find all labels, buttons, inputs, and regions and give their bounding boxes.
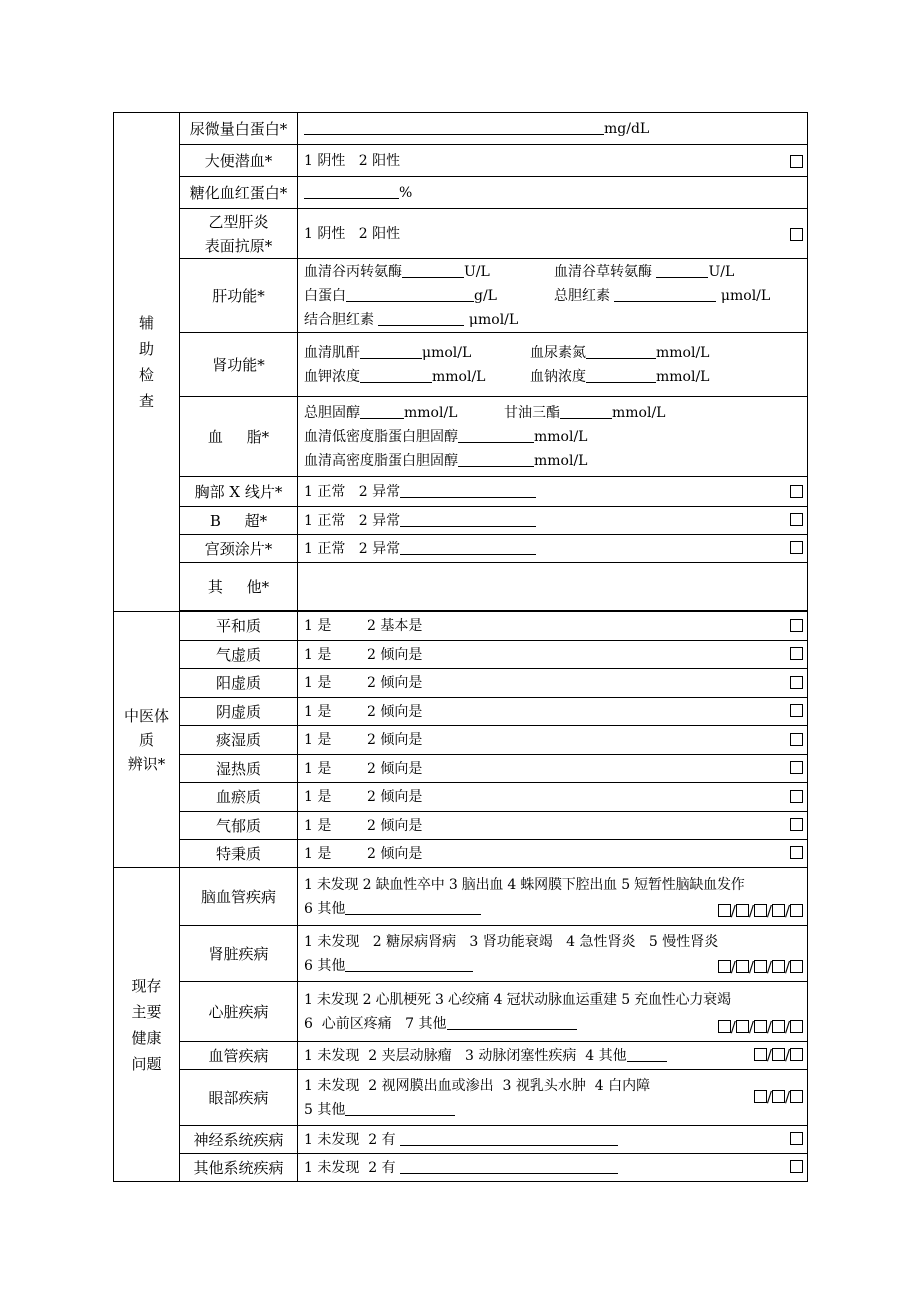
tc-unit: mmol/L: [404, 404, 458, 421]
bun-input[interactable]: [586, 343, 656, 359]
ast-label: 血清谷草转氨酶: [554, 263, 652, 280]
vessel-disease-label: 血管疾病: [180, 1042, 298, 1070]
tcm-options: 1 是 2 倾向是: [304, 675, 423, 691]
section-aux-char: 检: [138, 366, 154, 384]
eye-disease-label: 眼部疾病: [180, 1070, 298, 1126]
eye-disease-options: 1 未发现 2 视网膜出血或渗出 3 视乳头水肿 4 白内障: [304, 1077, 651, 1094]
tcm-row: [298, 840, 808, 868]
lipid-label: [180, 397, 298, 477]
pap-options: 1 正常 2 异常: [304, 540, 401, 557]
alt-label: 血清谷丙转氨酶: [304, 263, 402, 280]
tcm-options: 1 是 2 倾向是: [304, 789, 423, 805]
xray-label: [180, 477, 298, 507]
section-aux-label: [114, 113, 180, 612]
hbsag-label: [180, 209, 298, 259]
section-aux-char: 辅: [138, 314, 154, 332]
section-aux-char: 查: [138, 392, 154, 410]
hbsag-label-line1: 乙型肝炎: [208, 212, 269, 231]
cerebro-other-input[interactable]: [345, 899, 481, 915]
xray-options: 1 正常 2 异常: [304, 483, 401, 500]
vessel-disease-checkboxes[interactable]: / /: [754, 1043, 803, 1067]
tcm-options: 1 是 2 倾向是: [304, 760, 423, 777]
heart-disease-checkboxes[interactable]: / / / /: [718, 1015, 803, 1039]
xray-label-text: 胸部 X 线片*: [194, 482, 283, 501]
neuro-disease-row: [298, 1126, 808, 1154]
bus-label-text: B 超*: [209, 511, 268, 530]
tcm-checkbox[interactable]: [790, 846, 803, 859]
alt-unit: U/L: [464, 263, 490, 280]
urine-albumin-unit: mg/dL: [604, 120, 650, 137]
tcm-checkbox[interactable]: [790, 619, 803, 632]
tcm-label: 气虚质: [180, 641, 298, 669]
section-tcm-line1: 中医体质: [123, 706, 169, 749]
alt-input[interactable]: [402, 262, 464, 278]
tcm-label: 特秉质: [180, 840, 298, 868]
section-health-label: [114, 868, 180, 1182]
tbil-input[interactable]: [614, 286, 716, 302]
ldl-input[interactable]: [458, 427, 534, 443]
cerebro-label: 脑血管疾病: [180, 868, 298, 926]
scr-label: 血清肌酐: [304, 344, 360, 361]
dbil-input[interactable]: [378, 310, 464, 326]
other-exam-label-text: 其 他*: [207, 577, 270, 596]
liver-function-label: 肝功能*: [180, 259, 298, 333]
section-health-line: 问题: [131, 1054, 162, 1073]
liver-function-row: [298, 259, 808, 333]
stool-blood-label: 大便潜血*: [180, 145, 298, 177]
cerebro-row: [298, 868, 808, 926]
pap-abnormal-input[interactable]: [400, 539, 536, 555]
bus-options: 1 正常 2 异常: [304, 512, 401, 529]
tcm-checkbox[interactable]: [790, 733, 803, 746]
hdl-label: 血清高密度脂蛋白胆固醇: [304, 452, 458, 469]
potassium-input[interactable]: [360, 367, 432, 383]
tcm-row: [298, 812, 808, 840]
tcm-label: 阳虚质: [180, 669, 298, 698]
kidney-disease-row: [298, 926, 808, 982]
tcm-options: 1 是 2 倾向是: [304, 646, 423, 663]
tg-input[interactable]: [560, 403, 612, 419]
tcm-row: [298, 612, 808, 641]
sodium-input[interactable]: [586, 367, 656, 383]
heart-other-input[interactable]: [447, 1014, 577, 1030]
bus-row: [298, 507, 808, 535]
eye-disease-row: [298, 1070, 808, 1126]
kidney-other-input[interactable]: [345, 956, 473, 972]
scr-unit: μmol/L: [422, 344, 472, 361]
hbsag-row: [298, 209, 808, 259]
tc-label: 总胆固醇: [304, 404, 360, 421]
hdl-input[interactable]: [458, 451, 534, 467]
heart-disease-options: 1 未发现 2 心肌梗死 3 心绞痛 4 冠状动脉血运重建 5 充血性心力衰竭: [304, 991, 731, 1008]
tcm-row: [298, 669, 808, 698]
tcm-label: 血瘀质: [180, 783, 298, 812]
potassium-label: 血钾浓度: [304, 368, 360, 385]
bun-unit: mmol/L: [656, 344, 710, 361]
xray-abnormal-input[interactable]: [400, 482, 536, 498]
health-exam-form: [113, 112, 808, 1182]
cerebro-checkboxes[interactable]: / / / /: [718, 899, 803, 923]
vessel-disease-row: [298, 1042, 808, 1070]
pap-label: 宫颈涂片*: [180, 535, 298, 563]
neuro-disease-options: 1 未发现 2 有: [304, 1131, 396, 1148]
heart-disease-row: [298, 982, 808, 1042]
tcm-options: 1 是 2 倾向是: [304, 817, 423, 834]
tbil-label: 总胆红素: [554, 287, 610, 304]
urine-albumin-row: [298, 113, 808, 145]
urine-albumin-label: 尿微量白蛋白*: [180, 113, 298, 145]
sodium-unit: mmol/L: [656, 368, 710, 385]
kidney-disease-label: 肾脏疾病: [180, 926, 298, 982]
cerebro-other-label: 6 其他: [304, 900, 346, 917]
tcm-checkbox[interactable]: [790, 704, 803, 717]
heart-other-label: 6 心前区疼痛 7 其他: [304, 1015, 447, 1032]
other-system-disease-checkbox[interactable]: [790, 1160, 803, 1173]
potassium-unit: mmol/L: [432, 368, 486, 385]
stool-blood-options: 1 阴性 2 阳性: [304, 152, 401, 169]
ldl-label: 血清低密度脂蛋白胆固醇: [304, 428, 458, 445]
tcm-row: [298, 641, 808, 669]
kidney-other-label: 6 其他: [304, 957, 346, 974]
hbsag-checkbox[interactable]: [790, 228, 803, 241]
neuro-disease-input[interactable]: [400, 1130, 618, 1146]
pap-checkbox[interactable]: [790, 541, 803, 554]
section-health-line: 现存: [131, 976, 162, 995]
tcm-checkbox[interactable]: [790, 647, 803, 660]
tg-label: 甘油三酯: [504, 404, 560, 421]
eye-disease-checkboxes[interactable]: / /: [754, 1085, 803, 1109]
lipid-label-text: 血 脂*: [207, 427, 270, 446]
tc-input[interactable]: [360, 403, 404, 419]
tcm-checkbox[interactable]: [790, 761, 803, 774]
dbil-label: 结合胆红素: [304, 311, 374, 328]
tcm-label: 平和质: [180, 612, 298, 641]
section-tcm-label: [114, 612, 180, 868]
section-tcm-line2: 辨识*: [127, 754, 166, 773]
tcm-label: 湿热质: [180, 755, 298, 783]
tcm-options: 1 是 2 倾向是: [304, 845, 423, 862]
heart-disease-label: 心脏疾病: [180, 982, 298, 1042]
section-health-line: 健康: [131, 1028, 162, 1047]
tcm-row: [298, 783, 808, 812]
hbsag-label-line2: 表面抗原*: [204, 236, 273, 255]
tcm-label: 气郁质: [180, 812, 298, 840]
tcm-checkbox[interactable]: [790, 818, 803, 831]
tcm-row: [298, 726, 808, 755]
kidney-disease-checkboxes[interactable]: / / / /: [718, 955, 803, 979]
eye-other-label: 5 其他: [304, 1101, 346, 1118]
hba1c-label: 糖化血红蛋白*: [180, 177, 298, 209]
tcm-options: 1 是 2 倾向是: [304, 732, 423, 748]
albumin-label: 白蛋白: [304, 287, 346, 304]
section-aux-char: 助: [138, 340, 154, 358]
tcm-checkbox[interactable]: [790, 676, 803, 689]
tcm-options: 1 是 2 倾向是: [304, 703, 423, 720]
other-system-disease-input[interactable]: [400, 1158, 618, 1174]
neuro-disease-label: 神经系统疾病: [180, 1126, 298, 1154]
ldl-unit: mmol/L: [534, 428, 588, 445]
other-system-disease-options: 1 未发现 2 有: [304, 1159, 396, 1176]
bus-abnormal-input[interactable]: [400, 511, 536, 527]
eye-other-input[interactable]: [345, 1100, 455, 1116]
albumin-unit: g/L: [474, 287, 497, 304]
stool-blood-row: [298, 145, 808, 177]
dbil-unit: μmol/L: [468, 311, 519, 328]
tcm-label: 痰湿质: [180, 726, 298, 755]
xray-row: [298, 477, 808, 507]
tcm-label: 阴虚质: [180, 698, 298, 726]
other-system-disease-row: [298, 1154, 808, 1182]
sodium-label: 血钠浓度: [530, 368, 586, 385]
ast-unit: U/L: [708, 263, 735, 280]
hba1c-unit: %: [399, 184, 413, 201]
tbil-unit: μmol/L: [720, 287, 771, 304]
hba1c-input[interactable]: [304, 183, 399, 199]
stool-blood-checkbox[interactable]: [790, 155, 803, 168]
bun-label: 血尿素氮: [530, 344, 586, 361]
tcm-options: 1 是 2 基本是: [304, 618, 423, 634]
vessel-disease-options: 1 未发现 2 夹层动脉瘤 3 动脉闭塞性疾病 4 其他: [304, 1047, 627, 1064]
cerebro-options: 1 未发现 2 缺血性卒中 3 脑出血 4 蛛网膜下腔出血 5 短暂性脑缺血发作: [304, 876, 745, 893]
albumin-input[interactable]: [346, 286, 474, 302]
xray-checkbox[interactable]: [790, 485, 803, 498]
hbsag-options: 1 阴性 2 阳性: [304, 225, 401, 242]
neuro-disease-checkbox[interactable]: [790, 1132, 803, 1145]
tcm-row: [298, 698, 808, 726]
vessel-other-input[interactable]: [627, 1046, 667, 1062]
bus-label: [180, 507, 298, 535]
kidney-function-label: 肾功能*: [180, 333, 298, 397]
ast-input[interactable]: [656, 262, 708, 278]
bus-checkbox[interactable]: [790, 513, 803, 526]
scr-input[interactable]: [360, 343, 422, 359]
other-exam-input[interactable]: [298, 563, 808, 611]
tg-unit: mmol/L: [612, 404, 666, 421]
other-exam-label: [180, 563, 298, 611]
kidney-disease-options: 1 未发现 2 糖尿病肾病 3 肾功能衰竭 4 急性肾炎 5 慢性肾炎: [304, 933, 719, 950]
section-health-line: 主要: [131, 1002, 162, 1021]
lipid-row: [298, 397, 808, 477]
pap-row: [298, 535, 808, 563]
hba1c-row: [298, 177, 808, 209]
urine-albumin-input[interactable]: [304, 119, 604, 135]
other-system-disease-label: 其他系统疾病: [180, 1154, 298, 1182]
hdl-unit: mmol/L: [534, 452, 588, 469]
tcm-checkbox[interactable]: [790, 790, 803, 803]
tcm-row: [298, 755, 808, 783]
kidney-function-row: [298, 333, 808, 397]
